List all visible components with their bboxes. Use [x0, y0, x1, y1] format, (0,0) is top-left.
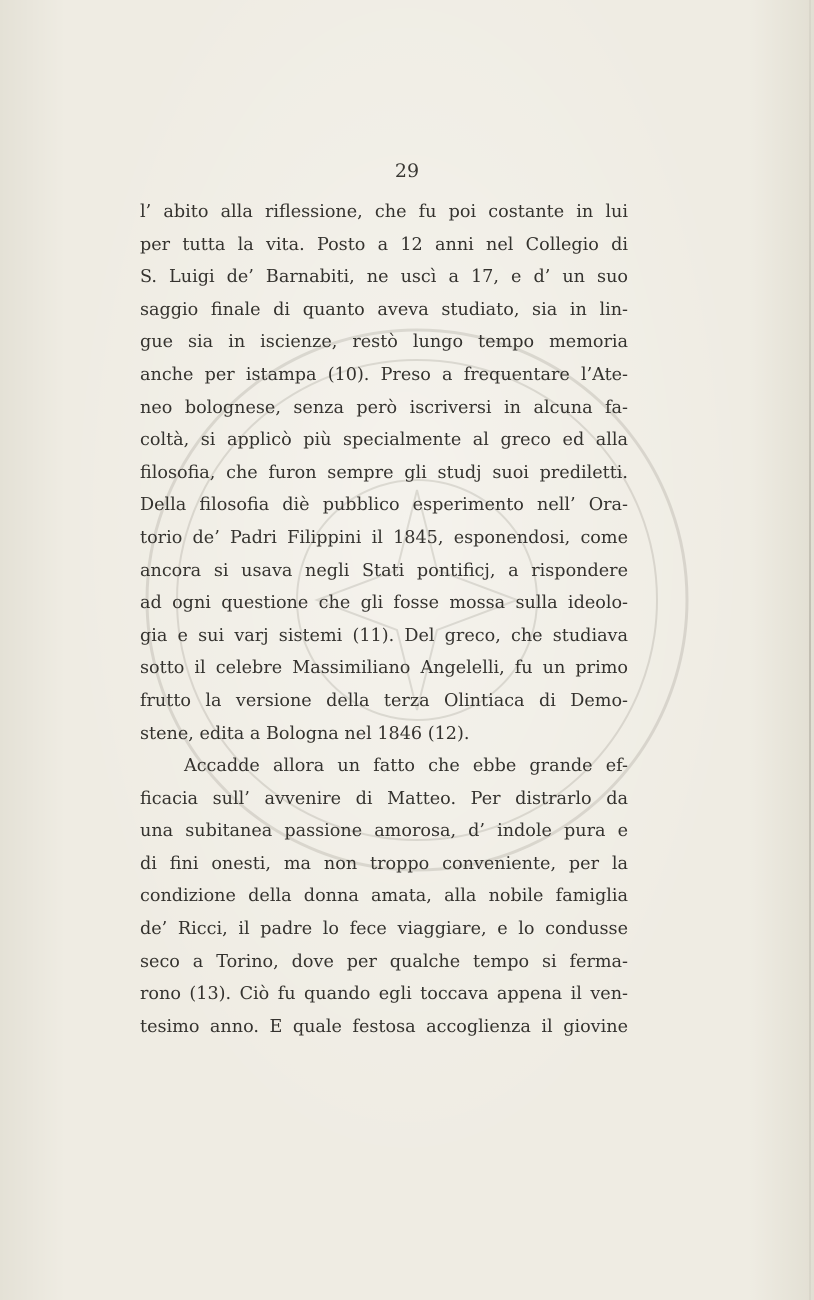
text-line: tesimo anno. E quale festosa accoglienza il giovine [140, 1016, 628, 1037]
text-line: sotto il celebre Massimiliano Angelelli, fu un primo [140, 658, 628, 679]
page-number: 29 [394, 160, 420, 182]
text-line: de’ Ricci, il padre lo fece viaggiare, e lo condusse [140, 919, 628, 940]
text-line: ficacia sull’ avvenire di Matteo. Per distrarlo da [140, 788, 628, 809]
text-line: rono (13). Ciò fu quando egli toccava appena il ven- [140, 984, 628, 1005]
text-line: coltà, si applicò più specialmente al greco ed alla [140, 430, 628, 451]
text-line: ad ogni questione che gli fosse mossa sulla ideolo- [140, 593, 628, 614]
text-line: anche per istampa (10). Preso a frequentare l’Ate- [140, 364, 628, 385]
page-edge [809, 0, 811, 1300]
text-line: gia e sui varj sistemi (11). Del greco, che studiava [140, 625, 628, 646]
text-line: di fini onesti, ma non troppo conveniente, per la [140, 853, 628, 874]
text-line: S. Luigi de’ Barnabiti, ne uscì a 17, e d’ un suo [140, 267, 628, 288]
text-line: stene, edita a Bologna nel 1846 (12). [140, 723, 470, 744]
text-line: saggio finale di quanto aveva studiato, sia in lin- [140, 299, 628, 320]
text-line: filosofia, che furon sempre gli studj suoi prediletti. [140, 462, 628, 483]
text-line: una subitanea passione amorosa, d’ indole pura e [140, 821, 628, 842]
text-line: gue sia in iscienze, restò lungo tempo memoria [140, 332, 628, 353]
text-line: neo bolognese, senza però iscriversi in alcuna fa- [140, 397, 628, 418]
body-text [140, 196, 628, 1043]
text-line: frutto la versione della terza Olintiaca di Demo- [140, 690, 628, 711]
text-line: l’ abito alla riflessione, che fu poi costante in lui [140, 202, 628, 222]
text-line: seco a Torino, dove per qualche tempo si ferma- [140, 951, 628, 972]
text-line: Della filosofia diè pubblico esperimento nell’ Ora- [140, 495, 628, 516]
text-line: ancora si usava negli Stati pontificj, a rispondere [140, 560, 628, 581]
text-line: torio de’ Padri Filippini il 1845, esponendosi, come [140, 527, 628, 548]
text-line: per tutta la vita. Posto a 12 anni nel Collegio di [140, 234, 628, 255]
paragraph-start-line: Accadde allora un fatto che ebbe grande ef- [184, 756, 628, 777]
text-line: condizione della donna amata, alla nobile famiglia [140, 886, 628, 907]
